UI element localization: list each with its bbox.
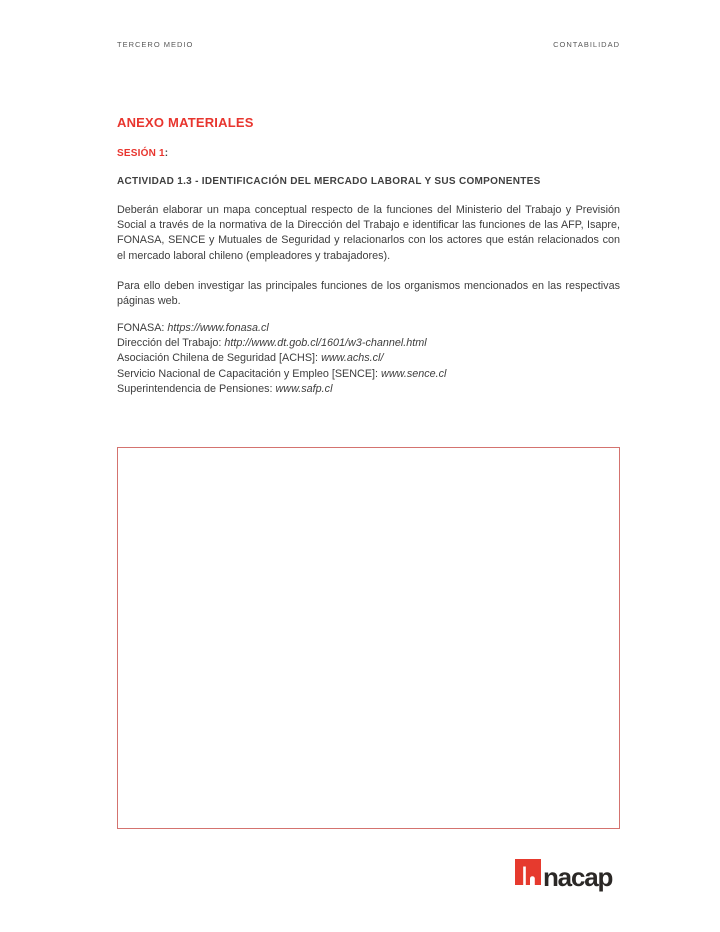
link-label: FONASA: xyxy=(117,322,165,334)
link-url: www.safp.cl xyxy=(275,382,333,395)
list-item xyxy=(117,321,620,336)
list-item xyxy=(117,367,620,382)
research-paragraph: Para ello deben investigar las principales funciones de los organismos mencionados en las respectivas páginas web. xyxy=(117,280,620,308)
list-item xyxy=(117,351,620,366)
session-label: SESIÓN 1 xyxy=(117,148,165,159)
instructions-paragraph: Deberán elaborar un mapa conceptual respecto de la funciones del Ministerio del Trabajo y Previsión Social a través de la normativa de la Dirección del Trabajo e identificar las funciones de las AFP, Isapre, FONASA, SENCE y Mutuales de Seguridad y relacionarlos con los actores que están relacionados con el mercado laboral chileno (empleadores y trabajadores). xyxy=(117,204,620,262)
page-header xyxy=(117,40,620,49)
link-label: Dirección del Trabajo: xyxy=(117,337,222,350)
section-title: ANEXO MATERIALES xyxy=(117,115,254,130)
link-url: http://www.dt.gob.cl/1601/w3-channel.html xyxy=(224,337,427,350)
link-url: www.achs.cl/ xyxy=(321,352,384,365)
link-label: Servicio Nacional de Capacitación y Empleo [SENCE]: xyxy=(117,367,379,380)
list-item xyxy=(117,382,620,397)
link-url: www.sence.cl xyxy=(381,367,447,380)
session-colon: : xyxy=(164,148,169,159)
concept-map-work-area-box xyxy=(117,447,620,829)
inacap-logo-wordmark: nacap xyxy=(543,862,613,892)
link-label: Superintendencia de Pensiones: xyxy=(117,382,273,395)
activity-title: ACTIVIDAD 1.3 - IDENTIFICACIÓN DEL MERCADO LABORAL Y SUS COMPONENTES xyxy=(117,176,541,187)
inacap-logo xyxy=(515,859,612,890)
header-right-label: CONTABILIDAD xyxy=(553,40,620,49)
session-heading xyxy=(117,148,168,159)
link-url: https://www.fonasa.cl xyxy=(167,322,269,334)
header-left-label: TERCERO MEDIO xyxy=(117,40,194,49)
inacap-logo-icon xyxy=(515,859,541,890)
resource-links-list xyxy=(117,321,620,397)
link-label: Asociación Chilena de Seguridad [ACHS]: xyxy=(117,352,319,365)
list-item xyxy=(117,336,620,351)
